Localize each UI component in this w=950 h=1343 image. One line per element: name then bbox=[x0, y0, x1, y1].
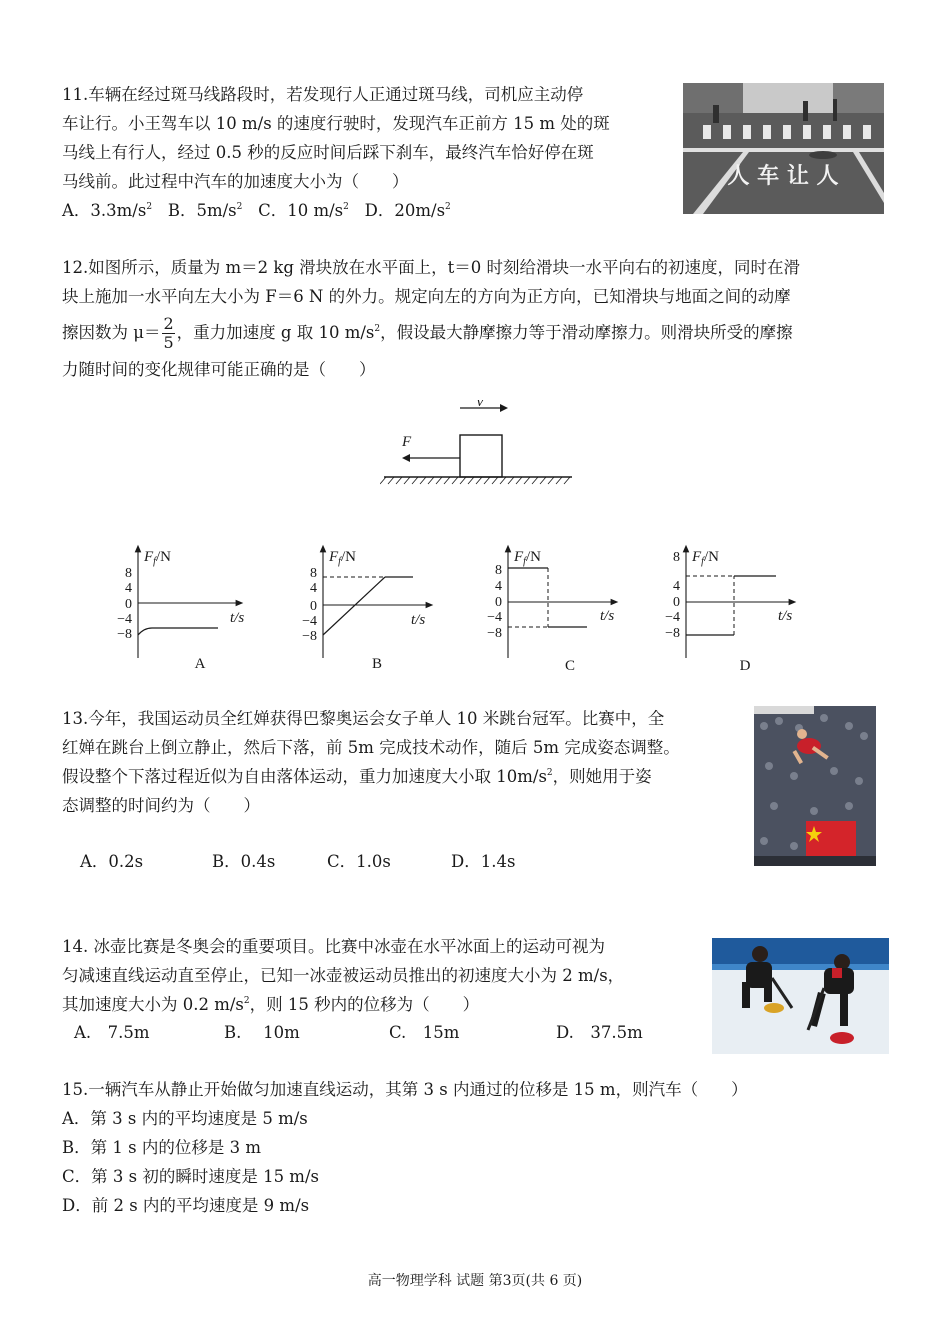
page-footer: 高一物理学科 试题 第3页(共 6 页) bbox=[367, 1273, 583, 1289]
q14-option-a[interactable]: A. 7.5m bbox=[74, 1023, 150, 1042]
svg-text:0: 0 bbox=[310, 599, 317, 614]
svg-text:A: A bbox=[194, 656, 206, 672]
q15-option-d[interactable]: D．前 2 s 内的平均速度是 9 m/s bbox=[62, 1196, 310, 1215]
q14-option-c[interactable]: C. 15m bbox=[389, 1023, 460, 1042]
q11-line-3: 马线上有行人，经过 0.5 秒的反应时间后踩下刹车，最终汽车恰好停在斑 bbox=[62, 143, 594, 162]
svg-text:−4: −4 bbox=[487, 610, 502, 625]
q13-option-a[interactable]: A．0.2s bbox=[80, 852, 144, 871]
svg-text:Ff/N: $F_f/N$ bbox=[692, 549, 719, 567]
svg-text:−8: −8 bbox=[665, 626, 680, 641]
svg-text:8: 8 bbox=[310, 566, 317, 581]
q13-line-2: 红婵在跳台上倒立静止，然后下落，前 5m 完成技术动作，随后 5m 完成姿态调整。 bbox=[62, 738, 680, 757]
crosswalk-road-text: 人 车 让 人 bbox=[727, 164, 839, 189]
q14-line-1: 14. 冰壶比赛是冬奥会的重要项目。比赛中冰壶在水平冰面上的运动可视为 bbox=[62, 937, 605, 956]
force-label: F bbox=[402, 434, 412, 450]
q15-option-a[interactable]: A．第 3 s 内的平均速度是 5 m/s bbox=[62, 1109, 308, 1128]
svg-text:t/s: t/s bbox=[230, 610, 245, 626]
q15-option-c[interactable]: C．第 3 s 初的瞬时速度是 15 m/s bbox=[62, 1167, 319, 1186]
ground-hatching bbox=[380, 477, 570, 484]
block-diagram bbox=[380, 400, 580, 490]
q11-option-d[interactable]: D．$20m/s^2$ bbox=[364, 201, 451, 220]
slider-block bbox=[460, 435, 502, 477]
svg-text:Ff/N: $F_f/N$ bbox=[329, 549, 356, 567]
question-15 bbox=[62, 1075, 902, 1220]
q13-line-3: 假设整个下落过程近似为自由落体运动，重力加速度大小取 $10m/s^2$，则她用于姿 bbox=[62, 767, 652, 786]
flag-rect bbox=[806, 821, 856, 856]
q13-option-d[interactable]: D．1.4s bbox=[451, 852, 516, 871]
q11-line-2: 车让行。小王驾车以 10 m/s 的速度行驶时，发现汽车正前方 15 m 处的斑 bbox=[62, 114, 610, 133]
q11-line-4: 马线前。此过程中汽车的加速度大小为（ ） bbox=[62, 172, 409, 191]
q12-line-3: 擦因数为 μ＝ $\frac{2}{5}$ ，重力加速度 g 取 10 $m/s^2$，假设最大静摩擦力等于滑动摩擦力。则滑块所受的摩擦 bbox=[62, 314, 793, 352]
question-14 bbox=[62, 932, 712, 1019]
svg-text:D: D bbox=[739, 658, 751, 674]
q11-option-c[interactable]: C．10 $m/s^2$ bbox=[258, 201, 349, 220]
svg-text:8: 8 bbox=[125, 566, 132, 581]
svg-text:0: 0 bbox=[125, 597, 132, 612]
mu-fraction: $\frac{2}{5}$ bbox=[163, 314, 174, 352]
svg-text:−4: −4 bbox=[665, 610, 680, 625]
q13-line-1: 13.今年，我国运动员全红婵获得巴黎奥运会女子单人 10 米跳台冠军。比赛中，全 bbox=[62, 709, 665, 728]
q13-options bbox=[80, 847, 515, 876]
q11-option-b[interactable]: B．$5m/s^2$ bbox=[167, 201, 243, 220]
question-12 bbox=[62, 253, 902, 384]
q13-option-b[interactable]: B．0.4s bbox=[212, 852, 276, 871]
svg-text:−8: −8 bbox=[487, 626, 502, 641]
q14-option-b[interactable]: B. 10m bbox=[224, 1023, 300, 1042]
graph-d[interactable] bbox=[665, 548, 793, 674]
diving-photo bbox=[754, 706, 876, 866]
q13-option-c[interactable]: C．1.0s bbox=[327, 852, 391, 871]
question-11 bbox=[62, 80, 677, 225]
q11-options bbox=[62, 196, 677, 225]
svg-text:0: 0 bbox=[495, 595, 502, 610]
svg-text:4: 4 bbox=[673, 579, 680, 594]
svg-text:4: 4 bbox=[310, 581, 317, 596]
crosswalk-photo bbox=[683, 83, 884, 214]
graph-c[interactable] bbox=[487, 548, 615, 674]
svg-text:−8: −8 bbox=[117, 627, 132, 642]
svg-text:−8: −8 bbox=[302, 629, 317, 644]
svg-text:8: 8 bbox=[673, 550, 680, 565]
svg-text:t/s: t/s bbox=[778, 608, 793, 624]
q14-line-2: 匀减速直线运动直至停止，已知一冰壶被运动员推出的初速度大小为 2 m/s， bbox=[62, 966, 625, 985]
q15-option-b[interactable]: B．第 1 s 内的位移是 3 m bbox=[62, 1138, 261, 1157]
curling-photo-drawing bbox=[712, 938, 889, 1054]
q11-line-1: 11.车辆在经过斑马线路段时，若发现行人正通过斑马线，司机应主动停 bbox=[62, 85, 584, 104]
curling-photo bbox=[712, 938, 889, 1054]
svg-text:B: B bbox=[371, 656, 383, 672]
svg-text:Ff/N: $F_f/N$ bbox=[514, 549, 541, 567]
velocity-label: v bbox=[476, 400, 484, 410]
q14-option-d[interactable]: D. 37.5m bbox=[556, 1023, 643, 1042]
q14-options bbox=[74, 1018, 643, 1047]
svg-text:t/s: t/s bbox=[600, 608, 615, 624]
ff-graphs bbox=[100, 540, 820, 680]
q11-option-a[interactable]: A．$3.3m/s^2$ bbox=[62, 201, 153, 220]
q12-line-1: 12.如图所示，质量为 m＝2 kg 滑块放在水平面上，t＝0 时刻给滑块一水平向右的初速度，同时在滑 bbox=[62, 258, 801, 277]
diving-photo-drawing bbox=[754, 706, 876, 866]
svg-text:4: 4 bbox=[495, 579, 502, 594]
svg-text:−4: −4 bbox=[117, 612, 132, 627]
svg-text:t/s: t/s bbox=[411, 612, 426, 628]
crosswalk-photo-drawing bbox=[683, 83, 884, 214]
svg-text:C: C bbox=[564, 658, 576, 674]
svg-text:4: 4 bbox=[125, 581, 132, 596]
svg-text:0: 0 bbox=[673, 595, 680, 610]
q15-stem: 15.一辆汽车从静止开始做匀加速直线运动，其第 3 s 内通过的位移是 15 m，则汽车（ ） bbox=[62, 1080, 748, 1099]
svg-text:Ff/N: $F_f/N$ bbox=[144, 549, 171, 567]
graph-b[interactable] bbox=[302, 548, 430, 672]
q14-line-3: 其加速度大小为 0.2 $m/s^2$，则 15 秒内的位移为（ ） bbox=[62, 995, 480, 1014]
q12-line-2: 块上施加一水平向左大小为 F＝6 N 的外力。规定向左的方向为正方向，已知滑块与地面之间的动摩 bbox=[62, 287, 791, 306]
graph-a[interactable] bbox=[117, 548, 244, 672]
q12-line-4: 力随时间的变化规律可能正确的是（ ） bbox=[62, 360, 376, 379]
q13-line-4: 态调整的时间约为（ ） bbox=[62, 796, 260, 815]
svg-text:8: 8 bbox=[495, 563, 502, 578]
svg-text:−4: −4 bbox=[302, 614, 317, 629]
question-13 bbox=[62, 704, 752, 820]
